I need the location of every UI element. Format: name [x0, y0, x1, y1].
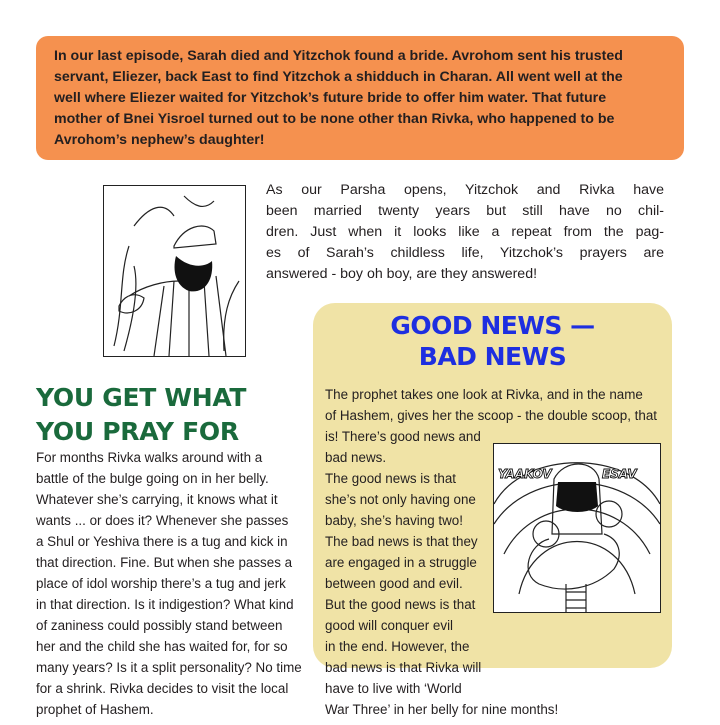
text-line: dren. Just when it looks like a repeat from the pag-: [266, 224, 664, 240]
text-line: is! There’s good news and: [325, 429, 481, 444]
intro-line: In our last episode, Sarah died and Yitzchok found a bride. Avrohom sent his trusted: [54, 48, 623, 64]
text-line: good will conquer evil: [325, 618, 454, 633]
text-line: she’s not only having one: [325, 492, 476, 507]
text-line: prophet of Hashem.: [36, 702, 154, 717]
text-line: wants ... or does it? Whenever she passes: [36, 513, 289, 528]
text-line: es of Sarah’s childless life, Yitzchok’s prayers are: [266, 245, 664, 261]
pray-heading: [36, 381, 246, 449]
text-line: The bad news is that they: [325, 534, 478, 549]
text-line: of Hashem, gives her the scoop - the double scoop, that: [325, 408, 657, 423]
text-line: between good and evil.: [325, 576, 463, 591]
intro-line: mother of Bnei Yisroel turned out to be none other than Rivka, who happened to be: [54, 111, 615, 127]
text-line: a Shul or Yeshiva there is a tug and kick in: [36, 534, 288, 549]
text-line: her and the child she has waited for, for so: [36, 639, 288, 654]
intro-text: [54, 46, 674, 151]
text-line: For months Rivka walks around with a: [36, 450, 263, 465]
heading-line: BAD NEWS: [418, 342, 567, 371]
text-line: battle of the bulge going on in her belly.: [36, 471, 269, 486]
yaakov-label: YAAKOV: [498, 467, 552, 481]
rivka-twins-coloring-image: [493, 443, 661, 613]
text-line: But the good news is that: [325, 597, 476, 612]
text-line: many years? Is it a split personality? No time: [36, 660, 302, 675]
intro-line: well where Eliezer waited for Yitzchok’s future bride to offer him water. That future: [54, 90, 607, 106]
text-line: place of idol worship there’s a tug and jerk: [36, 576, 286, 591]
intro-line: Avrohom’s nephew’s daughter!: [54, 132, 265, 148]
heading-line: YOU PRAY FOR: [36, 417, 239, 446]
intro-line: servant, Eliezer, back East to find Yitzchok a shidduch in Charan. All went well at the: [54, 69, 623, 85]
esav-label: ESAV: [602, 467, 637, 481]
text-line: that direction. Fine. But when she passes a: [36, 555, 293, 570]
text-line: answered - boy oh boy, are they answered!: [266, 266, 538, 282]
heading-line: GOOD NEWS —: [390, 311, 595, 340]
heading-line: YOU GET WHAT: [36, 383, 247, 412]
good-news-heading: [313, 310, 672, 372]
text-line: bad news is that Rivka will: [325, 660, 482, 675]
text-line: for a shrink. Rivka decides to visit the local: [36, 681, 289, 696]
text-line: have to live with ‘World: [325, 681, 462, 696]
text-line: The good news is that: [325, 471, 457, 486]
text-line: As our Parsha opens, Yitzchok and Rivka have: [266, 182, 664, 198]
text-line: of zaniness could possibly stand between: [36, 618, 283, 633]
text-line: baby, she’s having two!: [325, 513, 463, 528]
text-line: Whatever she’s carrying, it knows what it: [36, 492, 278, 507]
text-line: in the end. However, the: [325, 639, 470, 654]
text-line: bad news.: [325, 450, 387, 465]
opening-paragraph: [266, 180, 664, 285]
eliezer-coloring-image: [103, 185, 246, 357]
text-line: War Three’ in her belly for nine months!: [325, 702, 559, 717]
pray-paragraph: [36, 447, 302, 720]
text-line: been married twenty years but still have no chil-: [266, 203, 664, 219]
text-line: in that direction. Is it indigestion? What kind: [36, 597, 294, 612]
text-line: The prophet takes one look at Rivka, and in the name: [325, 387, 643, 402]
text-line: are engaged in a struggle: [325, 555, 477, 570]
